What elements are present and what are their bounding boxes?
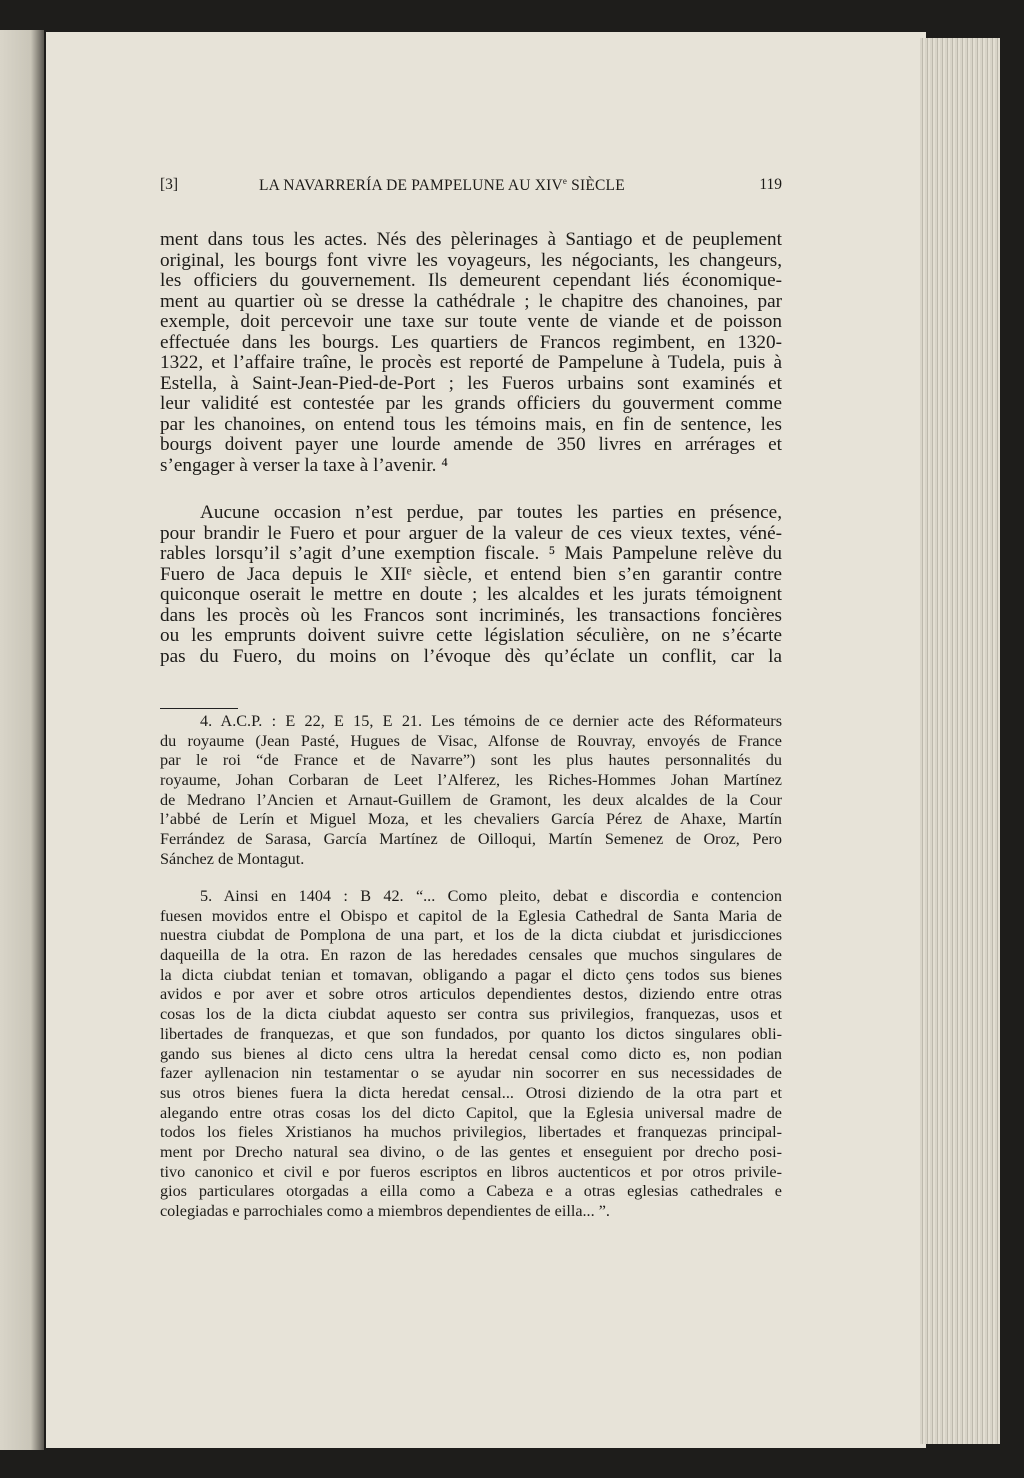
- text-line: royaume, Johan Corbaran de Leet l’Alferez, les Riches-Hommes Johan Martínez: [160, 771, 782, 790]
- text-line: alegando entre otras cosas los del dicto Capitol, que la Eglesia universal madre de: [160, 1103, 782, 1122]
- text-line: l’abbé de Lerín et Miguel Moza, et les chevaliers García Pérez de Ahaxe, Martín: [160, 810, 782, 829]
- text-line: Estella, à Saint-Jean-Pied-de-Port ; les Fueros urbains sont examinés et: [160, 372, 782, 394]
- text-line: effectuée dans les bourgs. Les quartiers de Francos regimbent, en 1320-: [160, 331, 782, 353]
- text-line: s’engager à verser la taxe à l’avenir. ⁴: [160, 454, 448, 476]
- text-line: fuesen movidos entre el Obispo et capitol de la Eglesia Cathedral de Santa Maria de: [160, 906, 782, 925]
- page-stack-edges: [920, 38, 1000, 1444]
- text-line: leur validité est contestée par les grands officiers du gouverment comme: [160, 393, 782, 414]
- text-line: cosas los de la dicta ciubdat aquesto ser contra sus privilegios, franquezas, usos et: [160, 1005, 782, 1024]
- text-line: sus otros bienes fuera la dicta heredat censal... Otrosi diziendo de la otra part et: [160, 1083, 782, 1102]
- text-line: nuestra ciubdat de Pomplona de una part, et los de la dicta ciubdat et jurisdicciones: [160, 926, 782, 945]
- text-line: todos los fieles Xristianos ha muchos privilegios, libertades et franquezas principal-: [160, 1123, 782, 1142]
- text-line: 5. Ainsi en 1404 : B 42. “... Como pleito, debat e discordia e contencion: [200, 887, 782, 905]
- text-line: les officiers du gouvernement. Ils demeurent cependant liés économique-: [160, 270, 782, 291]
- text-line: pas du Fuero, du moins on l’évoque dès qu’éclate un conflit, car la: [160, 645, 782, 667]
- footnote-5: [160, 887, 782, 1222]
- text-line: du royaume (Jean Pasté, Hugues de Visac, Alfonse de Rouvray, envoyés de France: [160, 731, 782, 750]
- text-line: ment au quartier où se dresse la cathédrale ; le chapitre des chanoines, par: [160, 290, 782, 312]
- text-line: Sánchez de Montagut.: [160, 849, 305, 868]
- text-line: Ferrández de Sarasa, García Martínez de Oilloqui, Martín Semenez de Oroz, Pero: [160, 830, 782, 849]
- text-line: original, les bourgs font vivre les voyageurs, les négociants, les changeurs,: [160, 249, 782, 271]
- text-line: gios particulares otorgadas a eilla como a Cabeza e a otras eglesias cathedrales e: [160, 1182, 782, 1201]
- text-line: avidos e por aver et sobre otros articulos dependientes destos, diziendo entre otras: [160, 985, 782, 1004]
- paragraph-2: [160, 503, 782, 667]
- text-line: ou les emprunts doivent suivre cette législation séculière, on ne s’écarte: [160, 625, 782, 646]
- text-line: dans les procès où les Francos sont incriminés, les transactions foncières: [160, 604, 782, 626]
- text-line: par le roi “de France et de Navarre”) sont les plus hautes personnalités du: [160, 751, 782, 770]
- text-line: bourgs doivent payer une lourde amende de 350 livres en arrérages et: [160, 434, 782, 455]
- text-line: fazer ayllenacion nin testamentar o se ayudar nin socorrer en sus necessidades de: [160, 1064, 782, 1083]
- text-line: ment por Drecho natural sea divino, o de las gentes et enseguient por drecho posi-: [160, 1142, 782, 1161]
- text-line: gando sus bienes al dicto cens ultra la heredat censal como dicto es, non podian: [160, 1044, 782, 1063]
- running-head: [160, 176, 782, 196]
- text-line: pour brandir le Fuero et pour arguer de la valeur de ces vieux textes, véné-: [160, 522, 782, 544]
- text-line: Fuero de Jaca depuis le XIIᵉ siècle, et entend bien s’en garantir contre: [160, 563, 782, 585]
- text-line: quiconque oserait le mettre en doute ; les alcaldes et les jurats témoignent: [160, 584, 782, 605]
- page-number: 119: [759, 176, 782, 193]
- section-number: [3]: [160, 176, 179, 193]
- footnote-separator: [160, 708, 238, 709]
- running-title-text: LA NAVARRERÍA DE PAMPELUNE AU XIV: [259, 177, 563, 195]
- text-line: de Medrano l’Ancien et Arnaut-Guillem de Gramont, les deux alcaldes de la Cour: [160, 790, 782, 809]
- text-line: ment dans tous les actes. Nés des pèlerinages à Santiago et de peuplement: [160, 229, 782, 250]
- facing-page-edge: [0, 30, 44, 1450]
- text-line: Aucune occasion n’est perdue, par toutes les parties en présence,: [200, 502, 782, 523]
- text-line: la dicta ciubdat tenian et tomavan, obligando a pagar el dicto çens todos sus bienes: [160, 965, 782, 984]
- text-line: rables lorsqu’il s’agit d’une exemption fiscale. ⁵ Mais Pampelune relève du: [160, 543, 782, 564]
- text-line: daqueilla de la otra. En razon de las heredades censales que muchos singulares de: [160, 946, 782, 965]
- running-title-sup: e: [562, 176, 568, 186]
- text-line: 1322, et l’affaire traîne, le procès est reporté de Pampelune à Tudela, puis à: [160, 352, 782, 373]
- paragraph-1: [160, 230, 782, 476]
- text-line: libertades de franquezas, et que son fundados, por quanto los dictos singulares obli-: [160, 1024, 782, 1043]
- text-line: 4. A.C.P. : E 22, E 15, E 21. Les témoins de ce dernier acte des Réformateurs: [200, 712, 782, 730]
- running-title-end: SIÈCLE: [567, 177, 625, 195]
- text-line: par les chanoines, on entend tous les témoins mais, en fin de sentence, les: [160, 413, 782, 435]
- running-title: [259, 176, 625, 195]
- text-line: colegiadas e parrochiales como a miembros dependientes de eilla... ”.: [160, 1202, 610, 1220]
- text-line: exemple, doit percevoir une taxe sur toute vente de viande et de poisson: [160, 311, 782, 332]
- footnote-4: [160, 712, 782, 870]
- text-line: tivo canonico et civil e por fueros escriptos en libros auctenticos et por otros privile-: [160, 1162, 782, 1181]
